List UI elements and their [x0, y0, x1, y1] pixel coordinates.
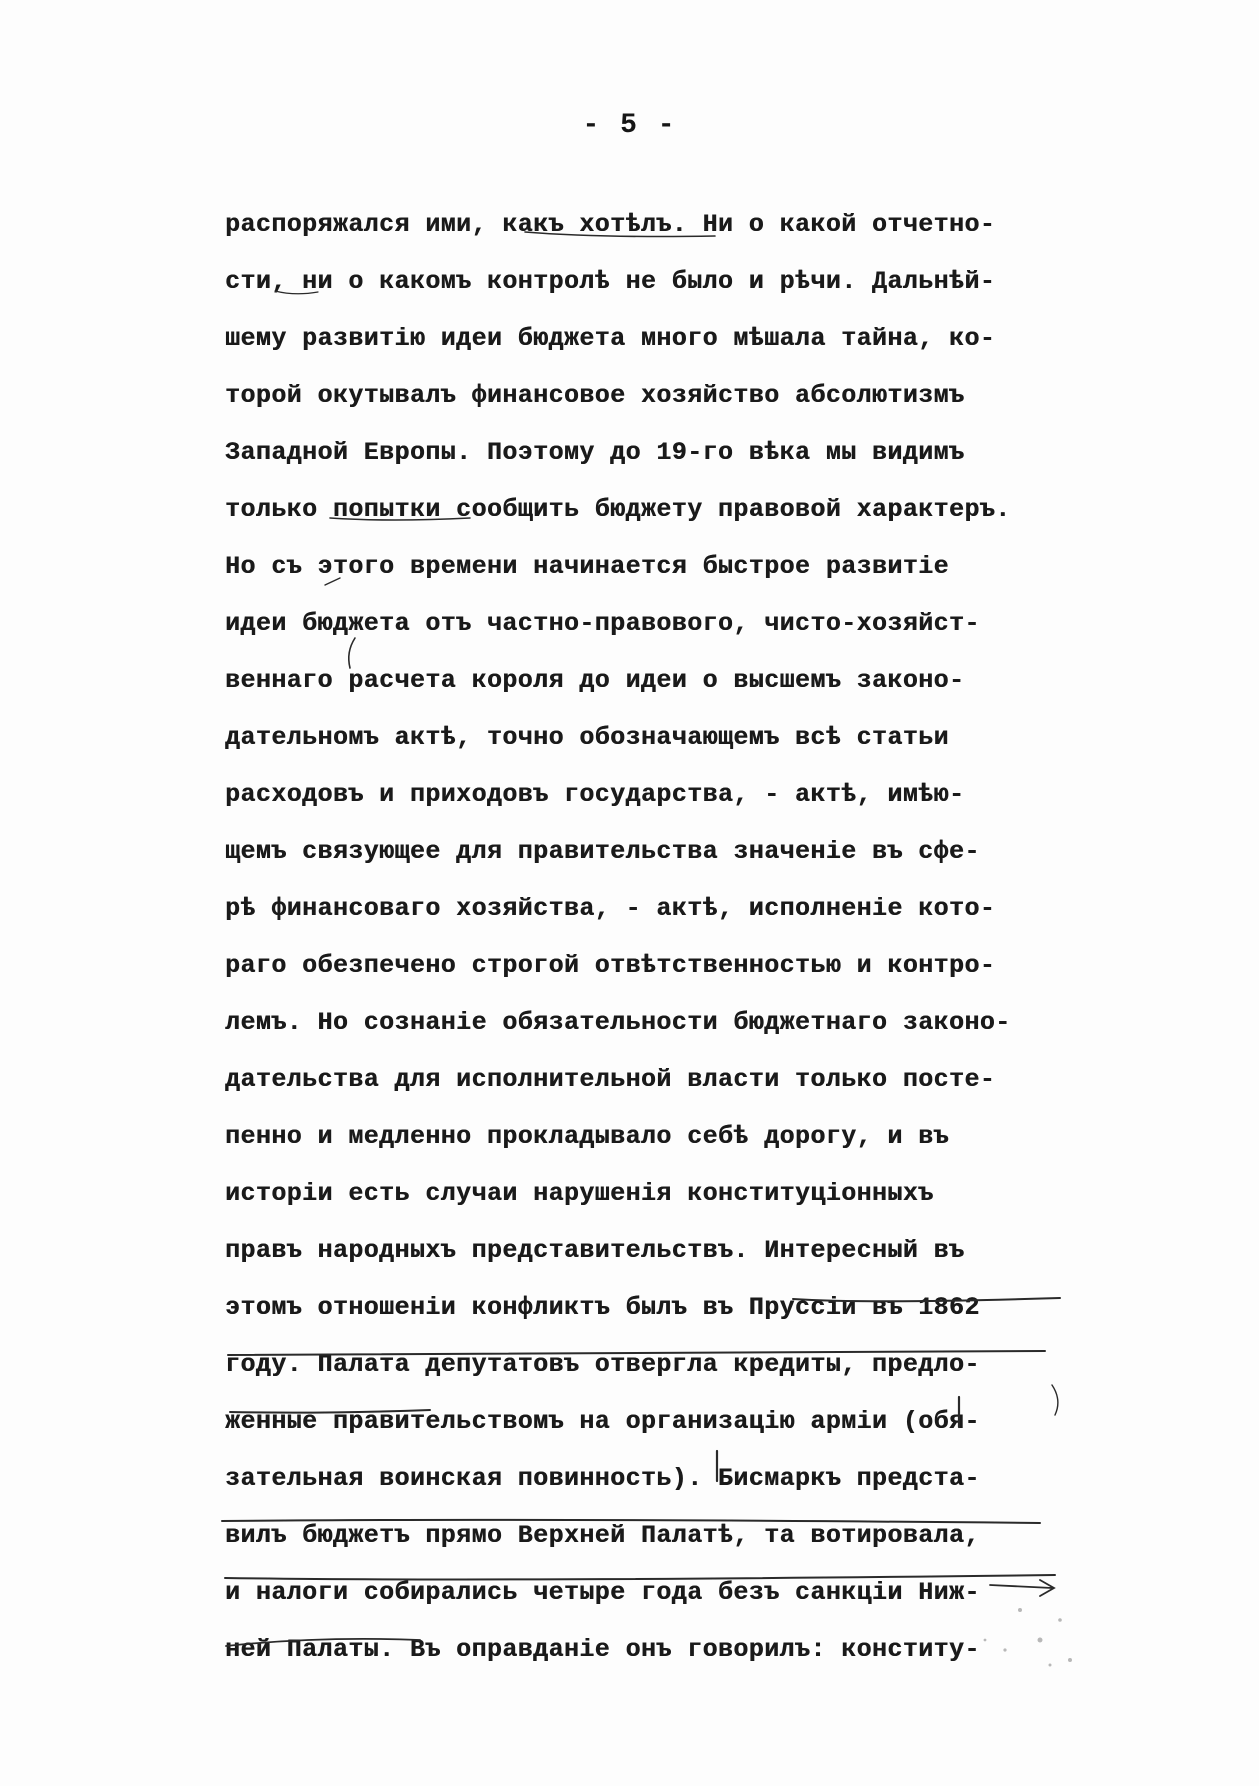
- text-line: исторіи есть случаи нарушенія конституціонныхъ: [225, 1179, 934, 1208]
- text-line: пенно и медленно прокладывало себѣ дорогу, и въ: [225, 1122, 949, 1151]
- text-line: ней Палаты. Въ оправданіе онъ говорилъ: конститу-: [225, 1635, 980, 1664]
- text-line: женные правительствомъ на организацію арміи (обя-: [225, 1407, 980, 1436]
- text-line: щемъ связующее для правительства значеніе въ сфе-: [225, 837, 980, 866]
- body-text: [225, 196, 1075, 1678]
- text-line: расходовъ и приходовъ государства, - актѣ, имѣю-: [225, 780, 965, 809]
- text-line: вилъ бюджетъ прямо Верхней Палатѣ, та вотировала,: [225, 1521, 980, 1550]
- text-line: дательства для исполнительной власти только посте-: [225, 1065, 996, 1094]
- text-line: году. Палата депутатовъ отвергла кредиты, предло-: [225, 1350, 980, 1379]
- text-line: зательная воинская повинность). Бисмаркъ предста-: [225, 1464, 980, 1493]
- text-line: Но съ этого времени начинается быстрое развитіе: [225, 552, 949, 581]
- text-line: распоряжался ими, какъ хотѣлъ. Ни о какой отчетно-: [225, 210, 996, 239]
- text-line: Западной Европы. Поэтому до 19-го вѣка мы видимъ: [225, 438, 965, 467]
- text-line: дательномъ актѣ, точно обозначающемъ всѣ статьи: [225, 723, 949, 752]
- text-line: правъ народныхъ представительствъ. Интересный въ: [225, 1236, 965, 1265]
- page-number: - 5 -: [582, 110, 677, 141]
- text-line: рѣ финансоваго хозяйства, - актѣ, исполненіе кото-: [225, 894, 996, 923]
- text-line: идеи бюджета отъ частно-правового, чисто-хозяйст-: [225, 609, 980, 638]
- text-line: и налоги собирались четыре года безъ санкціи Ниж-: [225, 1578, 980, 1607]
- text-line: торой окутывалъ финансовое хозяйство абсолютизмъ: [225, 381, 965, 410]
- text-line: только попытки сообщить бюджету правовой характеръ.: [225, 495, 1011, 524]
- text-line: этомъ отношеніи конфликтъ былъ въ Пруссіи въ 1862: [225, 1293, 980, 1322]
- text-line: веннаго расчета короля до идеи о высшемъ законо-: [225, 666, 965, 695]
- text-line: лемъ. Но сознаніе обязательности бюджетнаго законо-: [225, 1008, 1011, 1037]
- text-line: шему развитію идеи бюджета много мѣшала тайна, ко-: [225, 324, 996, 353]
- text-line: раго обезпечено строгой отвѣтственностью и контро-: [225, 951, 996, 980]
- text-line: сти, ни о какомъ контролѣ не было и рѣчи. Дальнѣй-: [225, 267, 996, 296]
